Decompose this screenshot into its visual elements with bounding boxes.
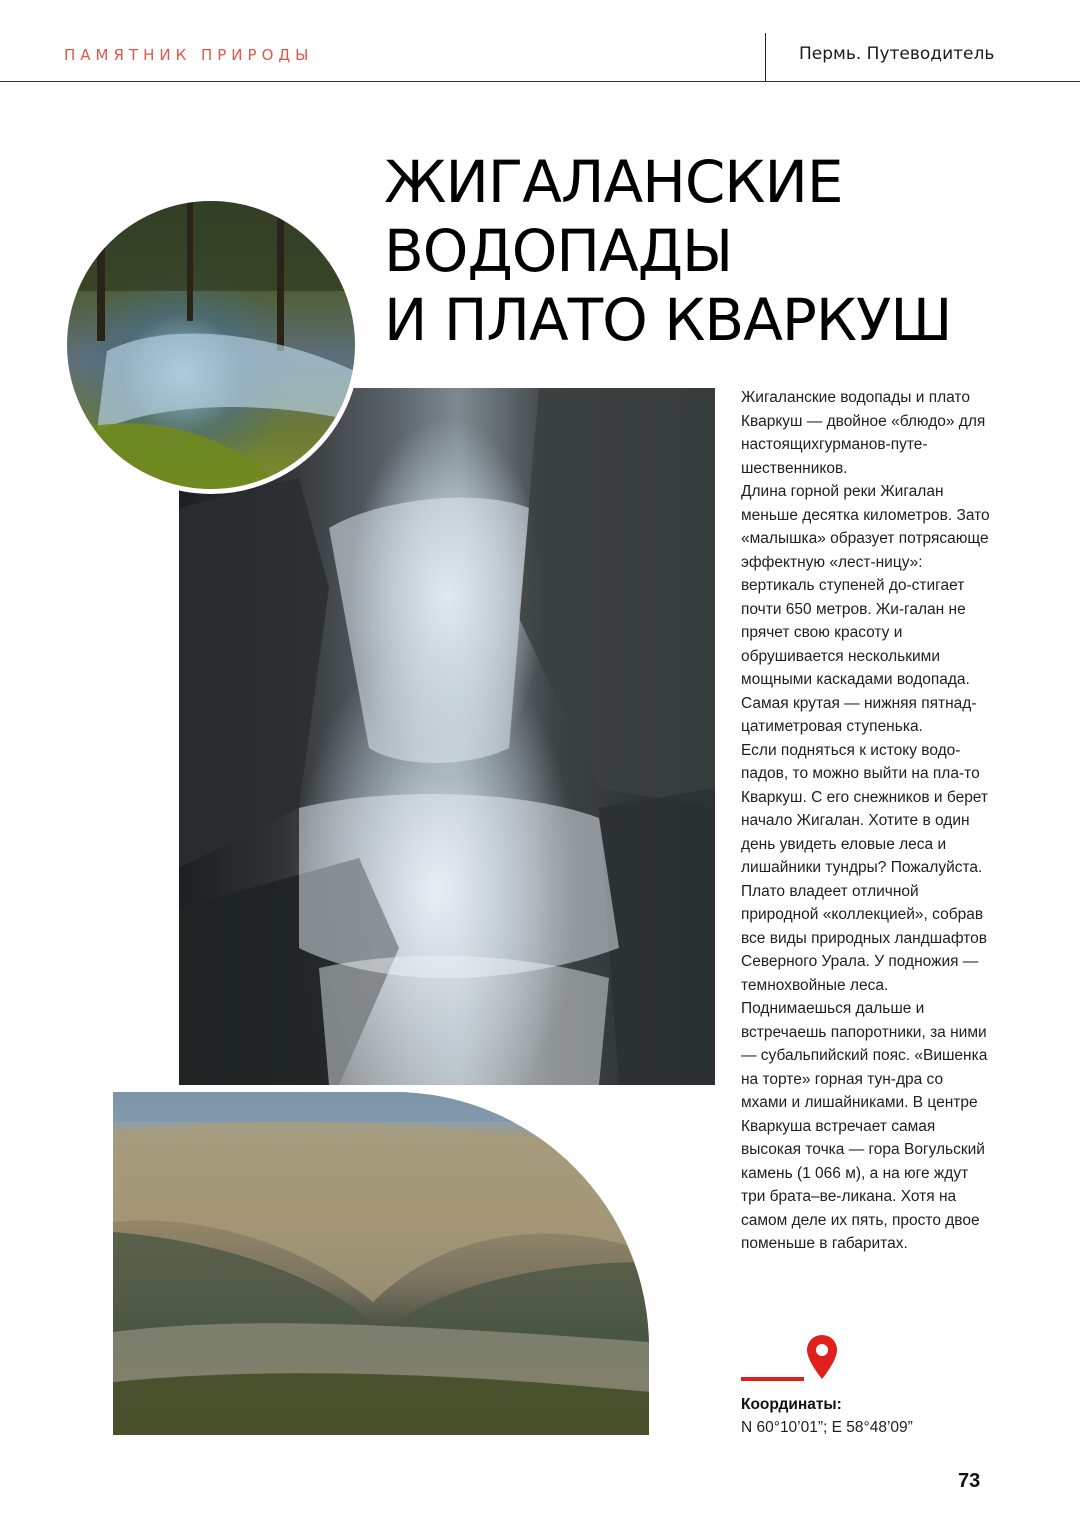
header-section-label: ПАМЯТНИК ПРИРОДЫ <box>64 46 314 64</box>
header-rule <box>0 81 1080 82</box>
body-paragraph: Если подняться к истоку водо-падов, то можно выйти на пла-то Кваркуш. С его снежников и берет начало Жигалан. Хотите в один день увидеть еловые леса и лишайники тундры? Пожалуйста. <box>741 741 989 876</box>
header-divider <box>765 33 766 81</box>
page-title <box>384 148 951 355</box>
map-pin-icon <box>804 1333 840 1381</box>
body-paragraph: Плато владеет отличной природной «коллекцией», собрав все виды природных ландшафтов Северного Урала. У подножия — темнохвойные леса. Поднимаешься дальше и встречаешь папоротники, за ними — субальпийский пояс. «Вишенка на торте» горная тун-дра со мхами и лишайниками. В центре Кваркуша встречает самая высокая точка — гора Вогульский камень (1 066 м), а на юге ждут три брата–ве-ликана. Хотя на самом деле их пять, просто двое поменьше в габаритах. <box>741 882 988 1252</box>
waterfall-illustration <box>179 388 715 1085</box>
plateau-illustration <box>113 1092 649 1435</box>
coordinates-label: Координаты: <box>741 1396 842 1413</box>
plateau-photo <box>113 1088 653 1435</box>
body-paragraph: Жигаланские водопады и плато Кваркуш — двойное «блюдо» для настоящихгурманов-путе-шественников. <box>741 389 986 477</box>
coordinates-accent-line <box>741 1377 804 1381</box>
forest-river-photo <box>62 196 360 494</box>
page-number: 73 <box>958 1470 981 1492</box>
title-line-3: И ПЛАТО КВАРКУШ <box>384 286 952 354</box>
coordinates-value: N 60°10’01”; E 58°48’09” <box>741 1419 913 1436</box>
header-book-title: Пермь. Путеводитель <box>799 44 995 64</box>
title-line-1: ЖИГАЛАНСКИЕ <box>384 148 843 216</box>
title-line-2: ВОДОПАДЫ <box>384 217 733 285</box>
article-body <box>741 386 991 1256</box>
forest-illustration <box>67 201 355 489</box>
waterfall-photo <box>179 388 715 1085</box>
body-paragraph: Длина горной реки Жигалан меньше десятка километров. Зато «малышка» образует потрясающе эффектную «лест-ницу»: вертикаль ступеней до-стигает почти 650 метров. Жи-галан не прячет свою красоту и обрушивается несколькими мощными каскадами водопада. Самая крутая — нижняя пятнад-цатиметровая ступенька. <box>741 483 990 735</box>
